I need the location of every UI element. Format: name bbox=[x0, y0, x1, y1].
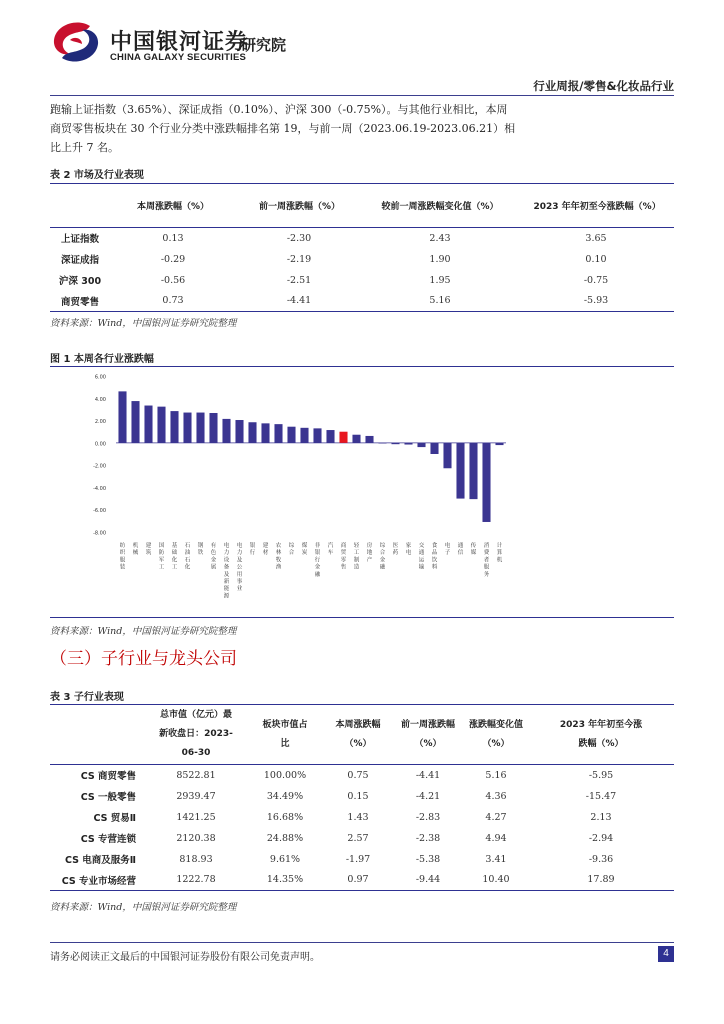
cell-share: 14.35% bbox=[266, 874, 304, 886]
chart-bar bbox=[482, 443, 490, 522]
cell-cap: 818.93 bbox=[179, 853, 213, 865]
chart-bar bbox=[196, 413, 204, 443]
table-header-cell bbox=[236, 184, 362, 228]
chart-bar bbox=[248, 422, 256, 443]
table-row bbox=[50, 807, 674, 828]
cell-ytd: -15.47 bbox=[585, 790, 617, 802]
chart-bar bbox=[443, 443, 451, 468]
x-tick-label: 纺织服装 bbox=[119, 543, 126, 571]
x-tick-label: 消费者服务 bbox=[483, 543, 490, 578]
sub-industry-table bbox=[50, 704, 674, 891]
table-row bbox=[50, 228, 674, 249]
section-title: （三）子行业与龙头公司 bbox=[50, 649, 237, 669]
x-tick-label: 通信 bbox=[457, 543, 464, 557]
chart-bar bbox=[235, 420, 243, 443]
row-label: 商贸零售 bbox=[60, 296, 99, 308]
cell-cap: 2939.47 bbox=[176, 790, 216, 802]
header-text: 2023 年年初至今涨跌幅（%） bbox=[559, 719, 643, 749]
x-tick-label: 食品饮料 bbox=[431, 543, 438, 571]
chart-bar bbox=[170, 411, 178, 443]
cell-week: 0.13 bbox=[162, 232, 184, 244]
cell-prev: -2.51 bbox=[286, 274, 312, 286]
cell-week: 0.15 bbox=[347, 790, 369, 802]
chart-bar bbox=[209, 413, 217, 443]
cell-change: 1.90 bbox=[429, 253, 451, 265]
header-text: 板块市值占比 bbox=[262, 719, 308, 749]
header-divider bbox=[50, 95, 674, 96]
body-paragraph bbox=[50, 100, 610, 157]
header-text: 2023 年年初至今涨跌幅（%） bbox=[533, 201, 661, 212]
table3-caption: 表 3 子行业表现 bbox=[50, 692, 124, 703]
cell-share: 24.88% bbox=[266, 832, 304, 844]
cell-prev: -2.19 bbox=[286, 253, 312, 265]
cell-prev: -9.44 bbox=[415, 874, 441, 886]
row-label: CS 专业市场经营 bbox=[61, 875, 136, 887]
y-tick-label: 4.00 bbox=[94, 396, 106, 403]
cell-change: 2.43 bbox=[429, 232, 451, 244]
table-header-cell bbox=[362, 184, 518, 228]
institute-name: 研究院 bbox=[241, 36, 287, 54]
x-tick-label: 国防军工 bbox=[158, 543, 165, 571]
row-label: 沪深 300 bbox=[58, 276, 102, 287]
table-header-cell bbox=[50, 184, 110, 228]
chart-bar bbox=[456, 443, 464, 499]
cell-change: 5.16 bbox=[429, 295, 451, 307]
y-tick-label: 2.00 bbox=[94, 419, 106, 426]
x-tick-label: 电子 bbox=[444, 543, 451, 557]
table-header-cell bbox=[324, 705, 392, 765]
cell-week: -0.29 bbox=[160, 253, 186, 265]
x-tick-label: 农林牧渔 bbox=[275, 543, 282, 571]
table-header-cell bbox=[392, 705, 464, 765]
table-header-cell bbox=[50, 705, 146, 765]
paragraph-line: 比上升 7 名。 bbox=[50, 141, 119, 154]
chart-bar bbox=[157, 407, 165, 443]
cell-prev: -4.41 bbox=[415, 769, 441, 781]
x-tick-label: 计算机 bbox=[496, 543, 503, 564]
x-tick-label: 石油石化 bbox=[184, 543, 191, 571]
x-tick-label: 传媒 bbox=[470, 543, 477, 557]
chart-bar bbox=[391, 443, 399, 444]
x-tick-label: 建筑 bbox=[145, 543, 152, 557]
row-label: CS 电商及服务Ⅱ bbox=[64, 855, 136, 866]
x-tick-label: 轻工制造 bbox=[353, 543, 360, 571]
cell-change: 1.95 bbox=[429, 274, 451, 286]
footer-divider bbox=[50, 942, 674, 943]
header-text: 总市值（亿元）最新收盘日：2023-06-30 bbox=[159, 710, 233, 758]
x-tick-label: 交通运输 bbox=[418, 543, 425, 571]
x-tick-label: 电力及公用事业 bbox=[236, 543, 243, 593]
cell-prev: -2.30 bbox=[286, 232, 312, 244]
chart-bar bbox=[326, 430, 334, 443]
x-tick-label: 综合金融 bbox=[379, 543, 386, 571]
cell-prev: -5.38 bbox=[415, 853, 441, 865]
cell-week: 0.73 bbox=[162, 295, 184, 307]
table-header-cell bbox=[464, 705, 528, 765]
cell-prev: -2.38 bbox=[415, 832, 441, 844]
row-label: CS 贸易Ⅱ bbox=[93, 813, 136, 824]
x-tick-label: 钢铁 bbox=[197, 543, 204, 557]
cell-week: -0.56 bbox=[160, 274, 186, 286]
cell-ytd: 2.13 bbox=[590, 811, 612, 823]
header-text: 前一周涨跌幅（%） bbox=[400, 719, 455, 749]
figure1-caption: 图 1 本周各行业涨跌幅 bbox=[50, 354, 154, 365]
cell-cap: 1222.78 bbox=[176, 874, 216, 886]
cell-cap: 2120.38 bbox=[176, 832, 216, 844]
cell-cap: 8522.81 bbox=[176, 769, 216, 781]
x-tick-label: 煤炭 bbox=[301, 543, 308, 557]
cell-share: 9.61% bbox=[269, 853, 301, 865]
chart-bar bbox=[404, 443, 412, 445]
galaxy-logo-icon bbox=[50, 20, 102, 64]
table-header-cell bbox=[146, 705, 246, 765]
cell-change: 4.36 bbox=[485, 790, 507, 802]
row-label: 上证指数 bbox=[60, 234, 99, 246]
chart-bar bbox=[469, 443, 477, 499]
x-tick-label: 机械 bbox=[132, 543, 139, 557]
y-tick-label: 6.00 bbox=[94, 374, 106, 381]
report-type: 行业周报/零售&化妆品行业 bbox=[533, 79, 674, 93]
cell-change: 4.94 bbox=[485, 832, 507, 844]
cell-ytd: -0.75 bbox=[583, 274, 609, 286]
cell-ytd: 17.89 bbox=[587, 874, 615, 886]
x-tick-label: 房地产 bbox=[366, 543, 373, 564]
chart-bar bbox=[144, 406, 152, 443]
page-number: 4 bbox=[658, 946, 674, 962]
chart-bar bbox=[274, 424, 282, 443]
x-tick-label: 有色金属 bbox=[210, 543, 217, 571]
cell-change: 4.27 bbox=[485, 811, 507, 823]
chart-bar bbox=[430, 443, 438, 454]
footer-disclaimer: 请务必阅读正文最后的中国银河证券股份有限公司免责声明。 bbox=[50, 952, 320, 963]
row-label: CS 一般零售 bbox=[80, 792, 136, 803]
row-label: CS 专营连锁 bbox=[80, 834, 136, 845]
cell-week: 0.75 bbox=[347, 769, 369, 781]
cell-cap: 1421.25 bbox=[176, 811, 216, 823]
table-row bbox=[50, 291, 674, 312]
y-tick-label: -8.00 bbox=[93, 530, 106, 537]
chart-bar bbox=[313, 428, 321, 442]
table-header-cell bbox=[518, 184, 674, 228]
cell-ytd: -5.93 bbox=[583, 295, 609, 307]
market-performance-table bbox=[50, 183, 674, 312]
table2-source: 资料来源：Wind，中国银河证券研究院整理 bbox=[50, 318, 237, 329]
header-text: 较前一周涨跌幅变化值（%） bbox=[381, 201, 499, 212]
x-tick-label: 基础化工 bbox=[171, 543, 178, 571]
logo-chinese-name: 中国银河证券 bbox=[110, 30, 249, 55]
table2-caption: 表 2 市场及行业表现 bbox=[50, 170, 144, 181]
table-header-cell bbox=[110, 184, 236, 228]
header-text: 涨跌幅变化值（%） bbox=[468, 719, 523, 749]
table-header-cell bbox=[246, 705, 324, 765]
cell-week: 0.97 bbox=[347, 874, 369, 886]
industry-change-chart bbox=[50, 366, 674, 618]
cell-week: 1.43 bbox=[347, 811, 369, 823]
table-row bbox=[50, 870, 674, 891]
figure1-source: 资料来源：Wind，中国银河证券研究院整理 bbox=[50, 626, 237, 637]
paragraph-line: 跑输上证指数（3.65%）、深证成指（0.10%）、沪深 300（-0.75%）。与其他行业相比，本周 bbox=[50, 103, 508, 116]
cell-ytd: -2.94 bbox=[588, 832, 614, 844]
table-row bbox=[50, 828, 674, 849]
table-row bbox=[50, 249, 674, 270]
chart-bar bbox=[417, 443, 425, 447]
cell-share: 16.68% bbox=[266, 811, 304, 823]
cell-change: 10.40 bbox=[482, 874, 510, 886]
chart-bar bbox=[222, 419, 230, 443]
y-tick-label: -4.00 bbox=[93, 485, 106, 492]
cell-ytd: -9.36 bbox=[588, 853, 614, 865]
header-text: 本周涨跌幅（%） bbox=[335, 719, 381, 749]
x-tick-label: 汽车 bbox=[327, 543, 334, 557]
x-tick-label: 银行 bbox=[249, 543, 256, 557]
cell-prev: -2.83 bbox=[415, 811, 441, 823]
table-row bbox=[50, 849, 674, 870]
x-tick-label: 电力设备及新能源 bbox=[223, 543, 230, 600]
row-label: 深证成指 bbox=[60, 255, 99, 266]
cell-change: 5.16 bbox=[485, 769, 507, 781]
x-tick-label: 家电 bbox=[405, 543, 412, 557]
cell-change: 3.41 bbox=[485, 853, 507, 865]
y-tick-label: -2.00 bbox=[93, 463, 106, 470]
page-header bbox=[50, 18, 674, 86]
cell-week: 2.57 bbox=[347, 832, 369, 844]
paragraph-line: 商贸零售板块在 30 个行业分类中涨跌幅排名第 19，与前一周（2023.06.19-2023.06.21）相 bbox=[50, 122, 516, 135]
chart-bar bbox=[261, 423, 269, 443]
chart-bar bbox=[378, 443, 386, 444]
header-text: 前一周涨跌幅（%） bbox=[259, 201, 341, 212]
cell-share: 34.49% bbox=[266, 790, 304, 802]
table-row bbox=[50, 270, 674, 291]
bar-chart-svg bbox=[50, 367, 674, 617]
y-tick-label: -6.00 bbox=[93, 508, 106, 515]
chart-bar bbox=[287, 427, 295, 443]
x-tick-label: 非银行金融 bbox=[314, 543, 321, 578]
chart-bar bbox=[118, 391, 126, 442]
cell-ytd: -5.95 bbox=[588, 769, 614, 781]
y-tick-label: 0.00 bbox=[94, 441, 106, 448]
row-label: CS 商贸零售 bbox=[80, 771, 136, 783]
cell-ytd: 3.65 bbox=[585, 232, 607, 244]
table3-source: 资料来源：Wind，中国银河证券研究院整理 bbox=[50, 902, 237, 913]
table-header-cell bbox=[528, 705, 674, 765]
header-text: 本周涨跌幅（%） bbox=[136, 201, 210, 212]
chart-bar bbox=[352, 435, 360, 443]
cell-prev: -4.41 bbox=[286, 295, 312, 307]
chart-bar bbox=[495, 443, 503, 445]
x-tick-label: 医药 bbox=[392, 543, 399, 557]
chart-bar bbox=[365, 436, 373, 443]
chart-bar bbox=[183, 413, 191, 443]
x-tick-label: 综合 bbox=[288, 543, 295, 557]
cell-ytd: 0.10 bbox=[585, 253, 607, 265]
chart-bar bbox=[339, 432, 347, 443]
x-tick-label: 建材 bbox=[262, 543, 269, 557]
logo-english-name: CHINA GALAXY SECURITIES bbox=[110, 52, 247, 63]
cell-week: -1.97 bbox=[345, 853, 371, 865]
cell-share: 100.00% bbox=[263, 769, 307, 781]
chart-bar bbox=[131, 401, 139, 443]
cell-prev: -4.21 bbox=[415, 790, 441, 802]
table-row bbox=[50, 765, 674, 786]
table-row bbox=[50, 786, 674, 807]
chart-bar bbox=[300, 428, 308, 443]
x-tick-label: 商贸零售 bbox=[340, 543, 347, 571]
